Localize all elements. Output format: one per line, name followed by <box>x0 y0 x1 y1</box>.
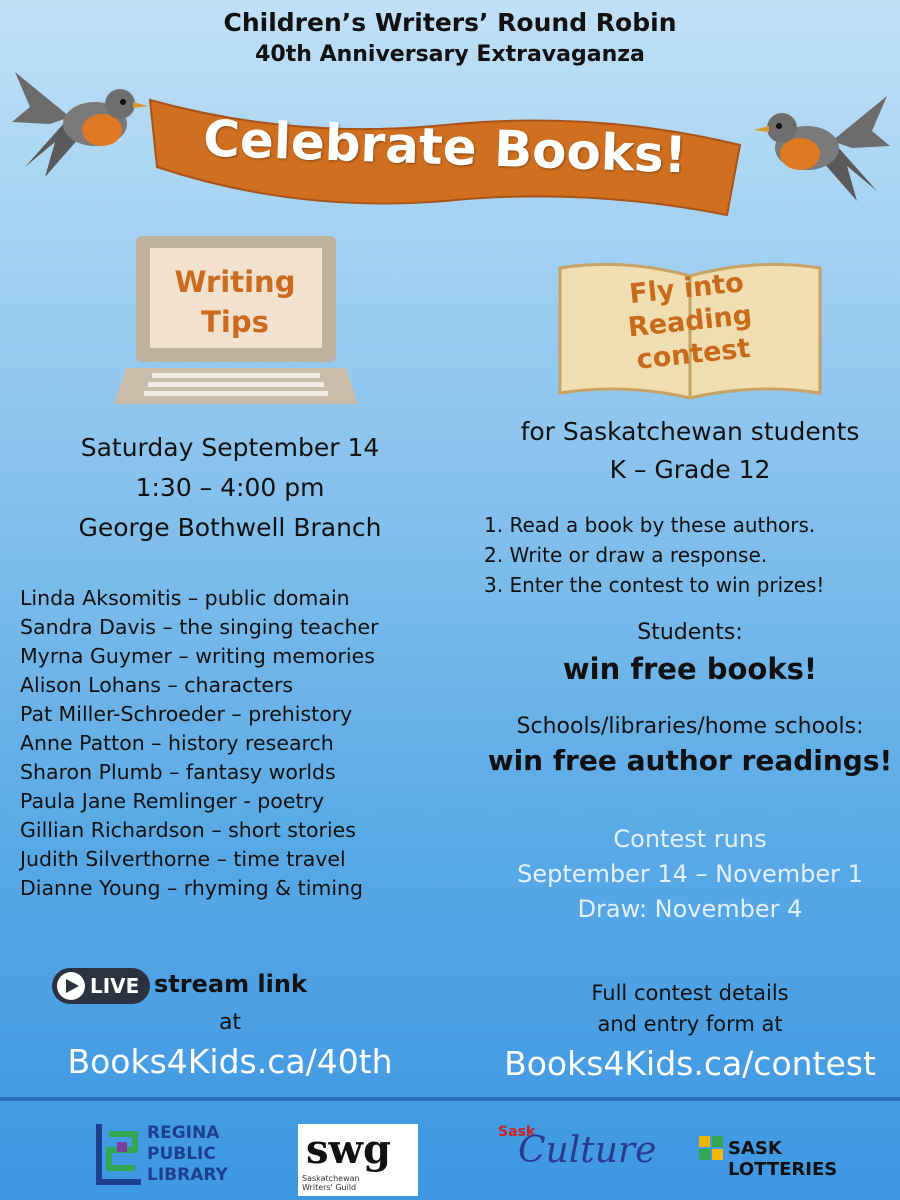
sask-lotteries-icon <box>698 1135 724 1161</box>
details-line2: and entry form at <box>597 1012 783 1036</box>
students-label: Students: <box>637 620 743 645</box>
eligibility-grades: K – Grade 12 <box>609 455 771 484</box>
author-item: Linda Aksomitis – public domain <box>20 586 350 610</box>
event-time: 1:30 – 4:00 pm <box>135 473 325 502</box>
contest-eligibility <box>480 413 900 489</box>
contest-step: 2. Write or draw a response. <box>484 543 768 567</box>
event-series-title: Children’s Writers’ Round Robin <box>223 8 677 37</box>
stream-at-text: at <box>218 1010 242 1035</box>
event-date: Saturday September 14 <box>80 433 380 462</box>
contest-step: 1. Read a book by these authors. <box>484 513 816 537</box>
sask-culture-sask: Sask <box>498 1124 536 1140</box>
author-item: Paula Jane Remlinger - poetry <box>20 789 325 813</box>
anniversary-subtitle: 40th Anniversary Extravaganza <box>255 42 645 67</box>
author-item: Sandra Davis – the singing teacher <box>20 615 379 639</box>
saskatchewan-writers-guild-logo <box>298 1124 418 1196</box>
event-info <box>20 428 440 548</box>
live-badge[interactable] <box>52 968 150 1004</box>
author-list <box>20 584 440 903</box>
rpl-logo-icon <box>95 1120 145 1186</box>
book-line2: Reading <box>626 299 754 344</box>
contest-date-range: September 14 – November 1 <box>517 860 863 888</box>
regina-public-library-logo <box>95 1120 228 1190</box>
stream-url-link[interactable]: Books4Kids.ca/40th <box>67 1042 393 1081</box>
live-badge-text: LIVE <box>90 974 140 998</box>
play-icon <box>57 972 85 1000</box>
rpl-wordmark <box>147 1123 228 1186</box>
sask-lotteries-logo <box>698 1133 863 1180</box>
rpl-line1: REGINA <box>147 1123 220 1143</box>
event-location: George Bothwell Branch <box>78 513 382 542</box>
draw-date: Draw: November 4 <box>577 895 803 923</box>
author-item: Dianne Young – rhyming & timing <box>20 876 364 900</box>
robin-bird-icon <box>752 86 892 206</box>
contest-url-link[interactable]: Books4Kids.ca/contest <box>504 1044 876 1083</box>
sask-culture-culture: Culture <box>518 1130 657 1171</box>
swg-caption-line1: Saskatchewan <box>302 1174 360 1183</box>
footer-divider <box>0 1097 900 1101</box>
book-line3: contest <box>635 332 752 376</box>
author-item: Myrna Guymer – writing memories <box>20 644 375 668</box>
contest-runs-label: Contest runs <box>613 825 767 853</box>
schools-prize: win free author readings! <box>487 744 893 777</box>
writing-tips-line2: Tips <box>201 305 269 339</box>
live-stream-row <box>52 968 412 1006</box>
book-line1: Fly into <box>627 267 746 311</box>
robin-bird-icon <box>10 62 150 182</box>
swg-caption <box>302 1174 414 1192</box>
author-item: Sharon Plumb – fantasy worlds <box>20 760 336 784</box>
students-prize: win free books! <box>562 652 818 686</box>
schools-label: Schools/libraries/home schools: <box>516 714 864 739</box>
eligibility-region: for Saskatchewan students <box>520 417 860 446</box>
author-item: Gillian Richardson – short stories <box>20 818 356 842</box>
rpl-line2: PUBLIC <box>147 1144 216 1164</box>
stream-link-label: stream link <box>154 970 307 998</box>
swg-caption-line2: Writers' Guild <box>302 1183 357 1192</box>
details-line1: Full contest details <box>591 981 789 1005</box>
sask-lotteries-wordmark: SASK LOTTERIES <box>728 1138 838 1180</box>
sask-culture-logo <box>498 1122 658 1182</box>
author-item: Anne Patton – history research <box>20 731 334 755</box>
author-item: Judith Silverthorne – time travel <box>20 847 346 871</box>
contest-details-text <box>480 978 900 1040</box>
rpl-line3: LIBRARY <box>147 1165 228 1185</box>
contest-step: 3. Enter the contest to win prizes! <box>484 573 825 597</box>
banner-title: Celebrate Books! <box>202 109 688 185</box>
author-item: Alison Lohans – characters <box>20 673 294 697</box>
swg-wordmark: swg <box>306 1126 391 1173</box>
writing-tips-line1: Writing <box>174 265 296 299</box>
author-item: Pat Miller-Schroeder – prehistory <box>20 702 353 726</box>
contest-steps <box>484 510 894 600</box>
contest-dates-block <box>480 822 900 927</box>
writing-tips-label <box>160 262 310 342</box>
